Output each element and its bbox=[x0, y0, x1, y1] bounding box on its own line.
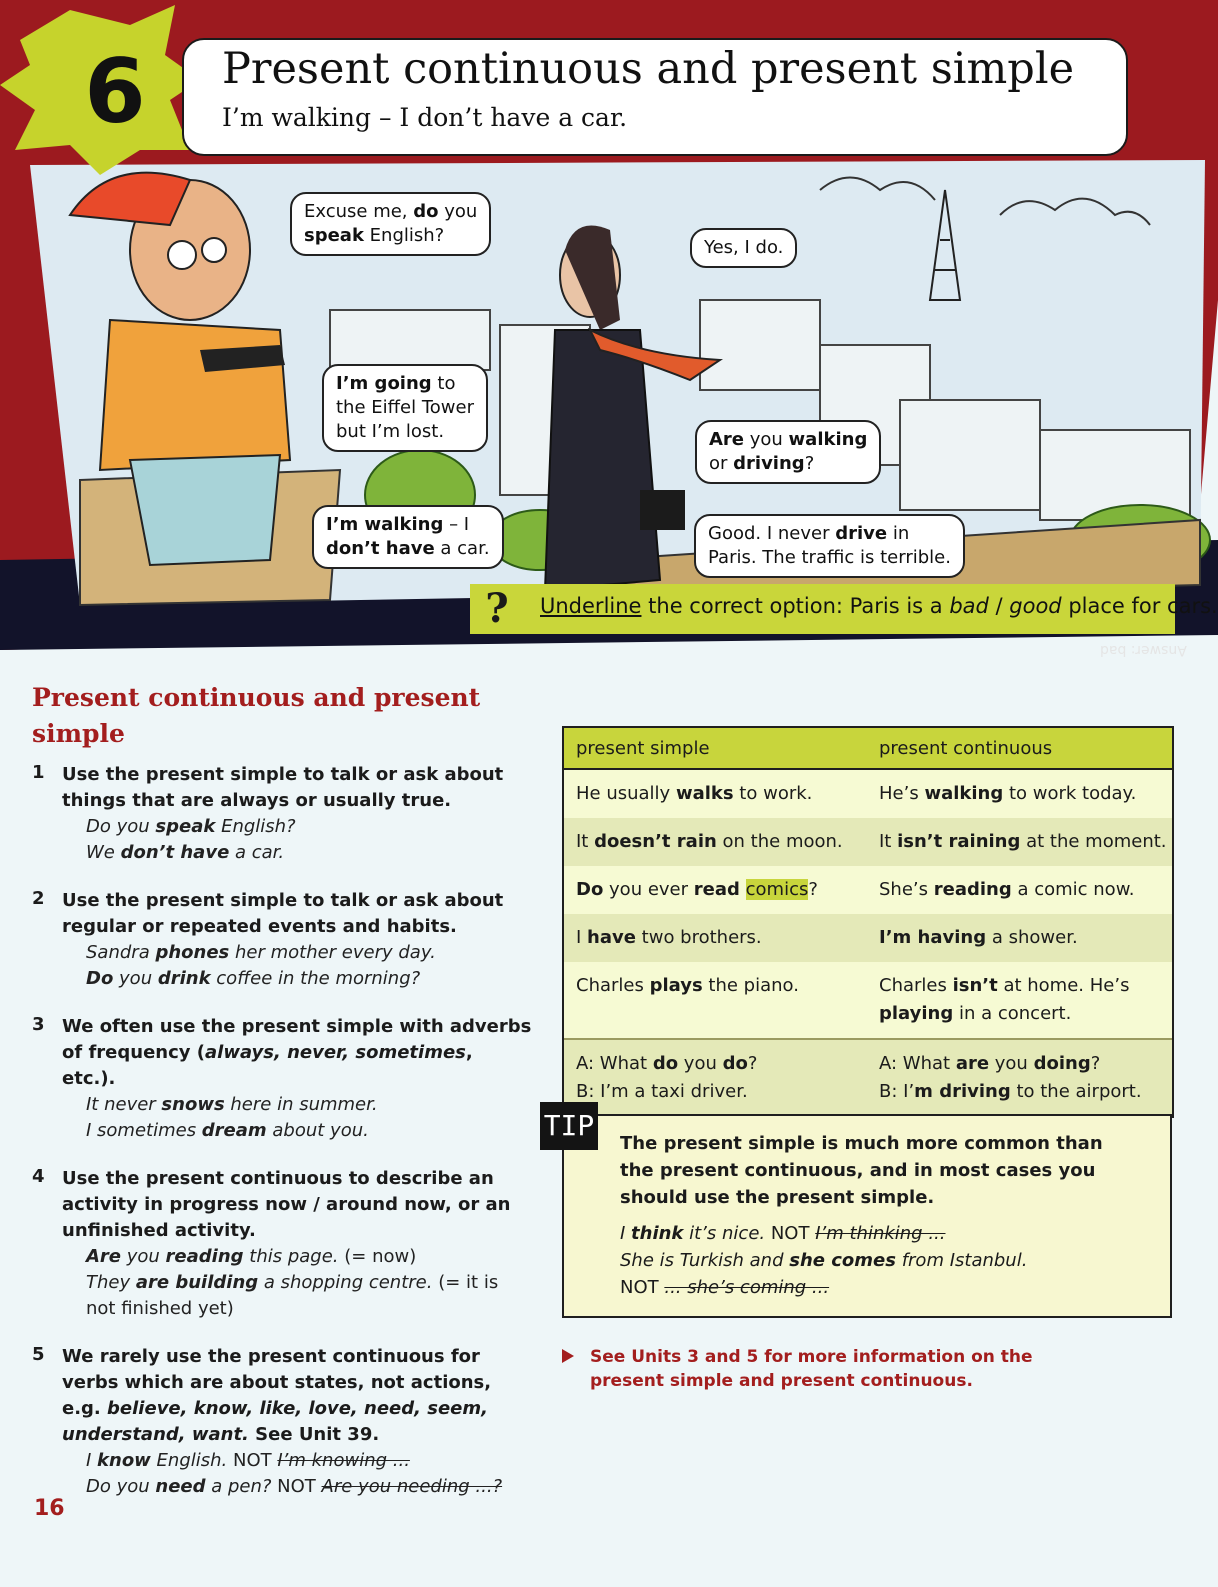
text-run: a shower. bbox=[986, 927, 1078, 948]
bold-text: Do bbox=[576, 879, 604, 900]
question-part-2: place for cars. bbox=[1061, 594, 1218, 618]
table-cell-simple bbox=[564, 924, 869, 952]
tip-examples bbox=[620, 1220, 1140, 1301]
text-run: about you. bbox=[266, 1120, 369, 1141]
text-run: I sometimes bbox=[86, 1120, 202, 1141]
bold-text: need bbox=[155, 1476, 206, 1497]
rule-text-run: Use the present simple to talk or ask about regular or repeated events and habits. bbox=[62, 890, 504, 937]
bold-text: think bbox=[631, 1223, 684, 1244]
text-run: a shopping centre. bbox=[258, 1272, 433, 1293]
rule-text-run: We often use the present simple with adverbs of frequency ( bbox=[62, 1016, 532, 1063]
text-run: a pen? bbox=[205, 1476, 272, 1497]
table-cell-continuous bbox=[869, 1050, 1172, 1106]
rules-list bbox=[32, 762, 532, 1522]
text-run: I bbox=[576, 927, 588, 948]
plain-text: NOT bbox=[620, 1277, 665, 1298]
question-mark-icon: ? bbox=[485, 585, 509, 632]
bold-text: have bbox=[587, 927, 636, 948]
table-cell-continuous bbox=[869, 780, 1172, 808]
rule-example bbox=[62, 1270, 532, 1322]
bold-text: snows bbox=[161, 1094, 225, 1115]
bold-text: reading bbox=[165, 1246, 244, 1267]
plain-text: NOT bbox=[765, 1223, 816, 1244]
table-row bbox=[564, 1038, 1172, 1116]
text-run: you bbox=[438, 201, 478, 222]
struck-text: I’m thinking ... bbox=[815, 1223, 946, 1244]
text-run: at home. He’s bbox=[997, 975, 1130, 996]
table-cell-continuous bbox=[869, 972, 1172, 1028]
question-text bbox=[540, 594, 1218, 618]
text-run: at the moment. bbox=[1020, 831, 1167, 852]
text-run: or bbox=[709, 453, 734, 474]
bold-text: are bbox=[955, 1053, 990, 1074]
rule-text-run: See Unit 39. bbox=[248, 1424, 380, 1445]
bold-text: she comes bbox=[789, 1250, 896, 1271]
text-run: Sandra bbox=[86, 942, 156, 963]
bold-text: I’m walking bbox=[326, 514, 444, 535]
text-run: the piano. bbox=[702, 975, 799, 996]
rule-example bbox=[62, 1448, 532, 1474]
table-body bbox=[564, 770, 1172, 1116]
bold-text: drive bbox=[835, 523, 888, 544]
table-cell-continuous bbox=[869, 828, 1172, 856]
bold-text: are building bbox=[135, 1272, 259, 1293]
text-run: a car. bbox=[229, 842, 285, 863]
bold-text: isn’t bbox=[952, 975, 998, 996]
bold-text: walking bbox=[924, 783, 1004, 804]
text-run: English? bbox=[215, 816, 296, 837]
text-run: ? bbox=[747, 1053, 758, 1074]
see-also-text: See Units 3 and 5 for more information on the present simple and present continuous. bbox=[590, 1347, 1033, 1391]
bold-text: doesn’t rain bbox=[594, 831, 717, 852]
rule-number: 4 bbox=[32, 1166, 45, 1187]
text-run: Charles bbox=[879, 975, 953, 996]
question-part-1: the correct option: Paris is a bbox=[641, 594, 950, 618]
rule-example bbox=[62, 814, 532, 840]
rule-text-run: believe, know, like, love, need, seem, understand, want. bbox=[62, 1398, 488, 1445]
text-run: from Istanbul. bbox=[895, 1250, 1028, 1271]
rule-1 bbox=[32, 762, 532, 866]
text-run bbox=[740, 879, 746, 900]
text-run: We bbox=[86, 842, 121, 863]
highlight-text: comics bbox=[745, 879, 809, 900]
text-run: two brothers. bbox=[635, 927, 762, 948]
examples-table bbox=[562, 726, 1174, 1118]
bold-text: Are bbox=[86, 1246, 122, 1267]
bold-text: don’t have bbox=[120, 842, 230, 863]
speech-bubble-excuse bbox=[290, 192, 491, 256]
unit-number: 6 bbox=[84, 40, 146, 143]
tip-text: The present simple is much more common than the present continuous, and in most cases you should use the present simple. bbox=[620, 1133, 1103, 1208]
table-header bbox=[564, 728, 1172, 770]
text-run: I bbox=[86, 1450, 98, 1471]
table-cell-simple bbox=[564, 972, 869, 1028]
rule-example bbox=[62, 840, 532, 866]
text-run: She is Turkish and bbox=[620, 1250, 790, 1271]
bold-text: I’m having bbox=[879, 927, 987, 948]
bold-text: drink bbox=[157, 968, 211, 989]
rule-text bbox=[62, 1014, 532, 1092]
table-cell-simple bbox=[564, 780, 869, 808]
rule-text bbox=[62, 762, 532, 814]
table-cell-continuous bbox=[869, 924, 1172, 952]
text-run: you bbox=[989, 1053, 1034, 1074]
rule-5 bbox=[32, 1344, 532, 1500]
text-run: you bbox=[678, 1053, 723, 1074]
text-run: Do you bbox=[86, 1476, 156, 1497]
bold-text: reading bbox=[933, 879, 1012, 900]
table-row bbox=[564, 914, 1172, 962]
speech-bubble-yes bbox=[690, 228, 797, 268]
table-row bbox=[564, 962, 1172, 1038]
bold-text: know bbox=[97, 1450, 151, 1471]
text-run: a car. bbox=[434, 538, 490, 559]
text-run: you bbox=[121, 1246, 166, 1267]
rule-text bbox=[62, 1166, 532, 1244]
text-run: B: I’ bbox=[879, 1081, 915, 1102]
table-row bbox=[564, 818, 1172, 866]
bold-text: speak bbox=[304, 225, 364, 246]
text-run: in bbox=[887, 523, 910, 544]
text-run: English. bbox=[150, 1450, 228, 1471]
tip-example-line bbox=[620, 1247, 1140, 1274]
table-cell-continuous bbox=[869, 876, 1172, 904]
table-row bbox=[564, 770, 1172, 818]
bold-text: isn’t raining bbox=[897, 831, 1021, 852]
text-run: ? bbox=[804, 453, 815, 474]
see-also-note bbox=[562, 1345, 1042, 1393]
text-run: you ever bbox=[603, 879, 694, 900]
rule-example bbox=[62, 940, 532, 966]
bold-text: dream bbox=[201, 1120, 267, 1141]
table-header-simple: present simple bbox=[576, 737, 710, 759]
table-cell-simple bbox=[564, 828, 869, 856]
plain-text: (= it is not finished yet) bbox=[86, 1272, 499, 1319]
rule-text-run: We rarely use the present continuous for verbs which are about states, not actions, e.g. bbox=[62, 1346, 492, 1419]
rule-example bbox=[62, 966, 532, 992]
struck-text: Are you needing ...? bbox=[321, 1476, 503, 1497]
rule-example bbox=[62, 1244, 532, 1270]
text-run: you bbox=[110, 816, 156, 837]
rule-2 bbox=[32, 888, 532, 992]
bold-text: Do bbox=[86, 968, 114, 989]
text-run: Paris. The traffic is terrible. bbox=[708, 547, 951, 568]
text-run: the Eiffel Tower bbox=[336, 397, 474, 418]
bold-text: phones bbox=[155, 942, 230, 963]
text-run: to work. bbox=[733, 783, 813, 804]
bold-text: I’m going bbox=[336, 373, 432, 394]
table-header-continuous: present continuous bbox=[879, 737, 1053, 759]
text-run: you bbox=[744, 429, 789, 450]
speech-bubble-walking bbox=[312, 505, 504, 569]
rule-text bbox=[62, 1344, 532, 1448]
rule-number: 3 bbox=[32, 1014, 45, 1035]
text-run: in a concert. bbox=[953, 1003, 1072, 1024]
speech-bubble-going bbox=[322, 364, 488, 452]
text-run: Do bbox=[86, 816, 111, 837]
rule-number: 5 bbox=[32, 1344, 45, 1365]
plain-text: (= now) bbox=[338, 1246, 417, 1267]
struck-text: ... she’s coming ... bbox=[664, 1277, 830, 1298]
unit-title: Present continuous and present simple bbox=[222, 44, 1075, 94]
text-run: ? bbox=[808, 879, 818, 900]
bold-text: doing bbox=[1033, 1053, 1091, 1074]
text-run: It never bbox=[86, 1094, 162, 1115]
rule-example bbox=[62, 1118, 532, 1144]
bold-text: Are bbox=[709, 429, 745, 450]
bold-text: speak bbox=[155, 816, 216, 837]
cartoon-panel bbox=[30, 160, 1210, 605]
question-option-bad: bad bbox=[949, 594, 989, 618]
text-run: He usually bbox=[576, 783, 676, 804]
text-run: He’s bbox=[879, 783, 925, 804]
text-run: B: I’m a taxi driver. bbox=[576, 1081, 748, 1102]
text-run: this page. bbox=[243, 1246, 339, 1267]
text-run: A: What bbox=[879, 1053, 956, 1074]
rule-example bbox=[62, 1092, 532, 1118]
text-run: to work today. bbox=[1003, 783, 1137, 804]
bold-text: do bbox=[652, 1053, 679, 1074]
rule-4 bbox=[32, 1166, 532, 1322]
text-run: I bbox=[620, 1223, 632, 1244]
bold-text: m driving bbox=[914, 1081, 1011, 1102]
text-run: It bbox=[879, 831, 898, 852]
unit-subtitle: I’m walking – I don’t have a car. bbox=[222, 103, 628, 132]
rule-text-run: always, never, sometimes bbox=[205, 1042, 466, 1063]
bold-text: walks bbox=[675, 783, 734, 804]
plain-text: NOT bbox=[227, 1450, 278, 1471]
text-run: but I’m lost. bbox=[336, 421, 445, 442]
text-run: on the moon. bbox=[716, 831, 843, 852]
text-run: – I bbox=[443, 514, 470, 535]
page-number: 16 bbox=[34, 1496, 65, 1521]
rule-text-run: , etc.). bbox=[62, 1042, 473, 1089]
rule-text-run: Use the present continuous to describe an activity in progress now / around now, or an unfinished activity. bbox=[62, 1168, 511, 1241]
unit-header bbox=[0, 0, 1218, 660]
text-run: to the airport. bbox=[1010, 1081, 1142, 1102]
plain-text: NOT bbox=[271, 1476, 322, 1497]
section-title: Present continuous and present simple bbox=[32, 683, 481, 748]
text-run: She’s bbox=[879, 879, 934, 900]
speech-bubble-areyou bbox=[695, 420, 881, 484]
text-run: to bbox=[431, 373, 456, 394]
text-run: a comic now. bbox=[1011, 879, 1135, 900]
text-run: ? bbox=[1090, 1053, 1101, 1074]
rule-example bbox=[62, 1474, 532, 1500]
rule-number: 2 bbox=[32, 888, 45, 909]
text-run: here in summer. bbox=[224, 1094, 378, 1115]
bold-text: do bbox=[413, 201, 439, 222]
struck-text: I’m knowing ... bbox=[277, 1450, 410, 1471]
bold-text: read bbox=[693, 879, 740, 900]
answer-upside-down: Answer: bad bbox=[1100, 642, 1187, 658]
text-run: English? bbox=[363, 225, 445, 246]
bold-text: plays bbox=[649, 975, 703, 996]
bold-text: do bbox=[722, 1053, 748, 1074]
tip-example-line bbox=[620, 1220, 1140, 1247]
tip-badge: TIP bbox=[540, 1102, 598, 1150]
text-run: Yes, I do. bbox=[704, 237, 784, 258]
rule-text bbox=[62, 888, 532, 940]
text-run: Charles bbox=[576, 975, 650, 996]
speech-bubble-good bbox=[694, 514, 965, 578]
bold-text: don’t have bbox=[326, 538, 435, 559]
text-run: her mother every day. bbox=[229, 942, 436, 963]
text-run: Excuse me, bbox=[304, 201, 414, 222]
question-separator: / bbox=[988, 594, 1010, 618]
rule-3 bbox=[32, 1014, 532, 1144]
rule-number: 1 bbox=[32, 762, 45, 783]
bold-text: walking bbox=[788, 429, 868, 450]
bold-text: playing bbox=[879, 1003, 954, 1024]
text-run: They bbox=[86, 1272, 136, 1293]
text-run: Good. I never bbox=[708, 523, 836, 544]
question-underline-word: Underline bbox=[540, 594, 642, 618]
tip-example-line bbox=[620, 1274, 1140, 1301]
text-run: it’s nice. bbox=[683, 1223, 766, 1244]
table-cell-simple bbox=[564, 1050, 869, 1106]
text-run: It bbox=[576, 831, 595, 852]
bold-text: driving bbox=[733, 453, 805, 474]
question-option-good: good bbox=[1009, 594, 1062, 618]
table-cell-simple bbox=[564, 876, 869, 904]
text-run: A: What bbox=[576, 1053, 653, 1074]
text-run: coffee in the morning? bbox=[210, 968, 421, 989]
rule-text-run: Use the present simple to talk or ask about things that are always or usually true. bbox=[62, 764, 504, 811]
table-row bbox=[564, 866, 1172, 914]
text-run: you bbox=[113, 968, 158, 989]
